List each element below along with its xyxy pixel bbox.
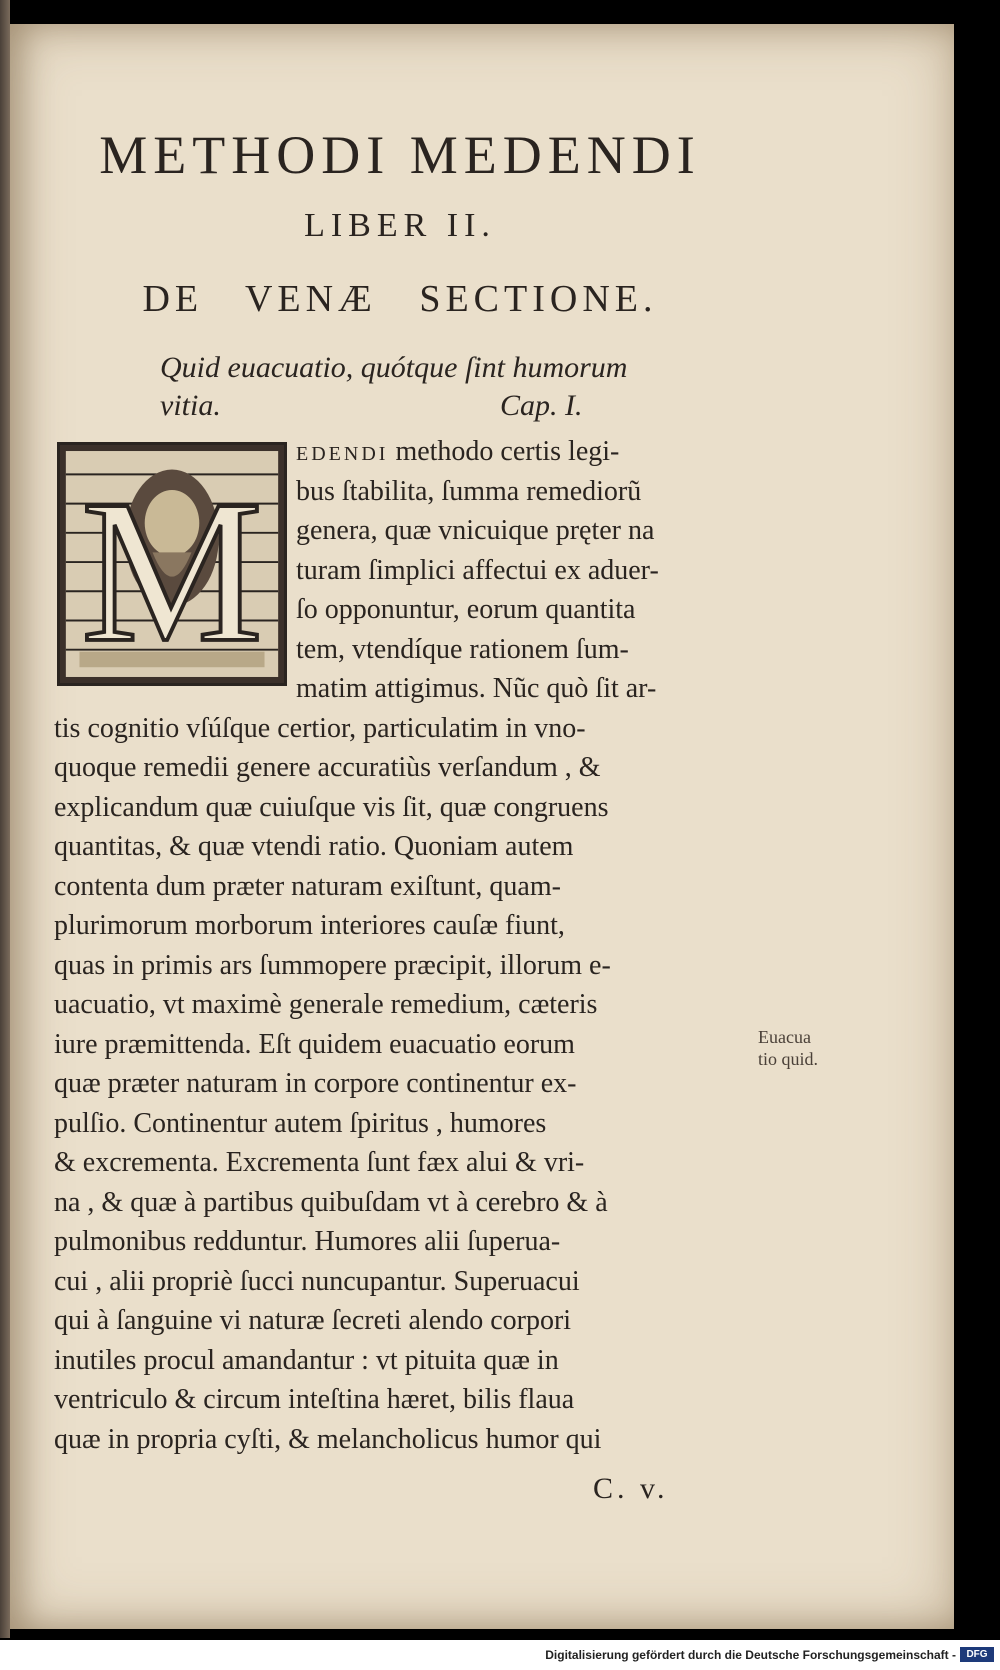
book-number: LIBER II. — [304, 207, 496, 244]
funding-notice: Digitalisierung gefördert durch die Deutsche Forschungsgemeinschaft - — [545, 1648, 956, 1662]
text-line: ſo opponuntur, eorum quantita — [296, 594, 636, 625]
text-line: matim attigimus. Nũc quò ſit ar- — [296, 673, 657, 704]
caption-line-2 — [160, 387, 680, 425]
page-title: METHODI MEDENDI — [99, 125, 701, 185]
text-line: quantitas, & quæ vtendi ratio. Quoniam autem — [54, 831, 574, 862]
text-line: pulmonibus redduntur. Humores alii ſuperua- — [54, 1226, 561, 1257]
text-line: ventriculo & circum inteſtina hæret, bilis flaua — [54, 1384, 575, 1415]
first-word-smallcaps: EDENDI — [296, 443, 389, 465]
text-line: cui , alii propriè ſucci nuncupantur. Superuacui — [54, 1265, 580, 1297]
chapter-caption — [160, 349, 680, 425]
footer-bar — [0, 1640, 1000, 1670]
marginal-note — [758, 1026, 838, 1070]
text-line: na , & quæ à partibus quibuſdam vt à cerebro & à — [54, 1186, 608, 1218]
text-line: inutiles procul amandantur : vt pituita quæ in — [54, 1344, 559, 1376]
text-line: bus ſtabilita, ſumma remediorũ — [296, 475, 642, 507]
text-line: explicandum quæ cuiuſque vis ſit, quæ congruens — [54, 791, 609, 823]
text-line: contenta dum præter naturam exiſtunt, quam- — [54, 870, 561, 902]
text-line: quas in primis ars ſummopere præcipit, illorum e- — [54, 949, 611, 981]
caption-vitia: vitia. — [160, 389, 221, 422]
book-page — [10, 24, 954, 1629]
text-line: iure præmittenda. Eſt quidem euacuatio eorum — [54, 1028, 575, 1060]
text-line: qui à ſanguine vi naturæ ſecreti alendo corpori — [54, 1305, 572, 1336]
text-line: uacuatio, vt maximè generale remedium, cæteris — [54, 989, 598, 1020]
text-line: tis cognitio vſúſque certior, particulatim in vno- — [54, 712, 586, 744]
text-line: pulſio. Continentur autem ſpiritus , humores — [54, 1107, 547, 1139]
text-line: turam ſimplici affectui ex aduer- — [296, 554, 659, 586]
text-line: quæ præter naturam in corpore continentur ex- — [54, 1068, 577, 1099]
text-line: tem, vtendíque rationem ſum- — [296, 633, 629, 665]
section-title: DE VENÆ SECTIONE. — [142, 278, 658, 320]
chapter-number: Cap. I. — [500, 389, 583, 422]
marginal-note-line-1: Euacua — [758, 1027, 811, 1047]
main-text — [54, 432, 749, 1459]
caption-line-1: Quid euacuatio, quótque ſint humorum — [160, 351, 628, 384]
book-spine-edge — [0, 0, 10, 1638]
initial-letter-m: M — [81, 458, 263, 683]
dfg-logo: DFG — [960, 1647, 994, 1662]
text-line: & excrementa. Excrementa ſunt fæx alui & vri- — [54, 1147, 585, 1178]
signature-mark: C. v. — [593, 1472, 669, 1505]
text-line: quæ in propria cyſti, & melancholicus humor qui — [54, 1423, 602, 1455]
text-line: plurimorum morborum interiores cauſæ fiunt, — [54, 910, 565, 941]
text-line: genera, quæ vnicuique pręter na — [296, 515, 655, 546]
text-line: quoque remedii genere accuratiùs verſandum , & — [54, 752, 601, 783]
marginal-note-line-2: tio quid. — [758, 1049, 819, 1069]
text-line: EDENDI methodo certis legi- — [296, 436, 620, 467]
